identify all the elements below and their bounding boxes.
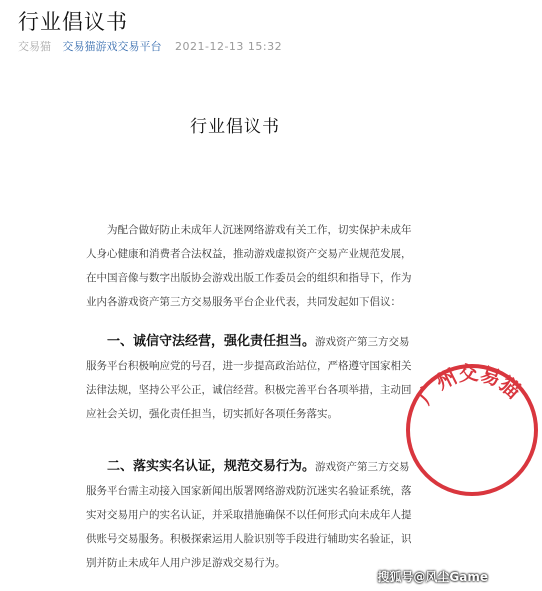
- section-2: [86, 455, 416, 575]
- section-1: [86, 330, 416, 426]
- account-link[interactable]: 交易猫游戏交易平台: [62, 40, 162, 53]
- author-name[interactable]: 交易猫: [18, 40, 51, 53]
- publish-date: 2021-12-13 15:32: [175, 40, 283, 53]
- source-watermark: 搜狐号@风尘Game: [377, 570, 488, 584]
- article-meta: [18, 38, 282, 54]
- intro-paragraph: [86, 218, 416, 314]
- seal-text: 广州交易猫: [412, 360, 526, 409]
- document-title: 行业倡议书: [190, 117, 280, 137]
- article-title: 行业倡议书: [18, 10, 128, 34]
- company-seal: [402, 360, 542, 500]
- section-2-heading: 二、落实实名认证，规范交易行为。: [107, 459, 316, 474]
- section-1-body: 游戏资产第三方交易服务平台积极响应党的号召，进一步提高政治站位，严格遵守国家相关法律法规，坚持公平公正，诚信经营。积极完善平台各项举措，主动回应社会关切，强化责任担当，切实抓好各项任务落实。: [86, 336, 412, 420]
- intro-text: 为配合做好防止未成年人沉迷网络游戏有关工作，切实保护未成年人身心健康和消费者合法权益，推动游戏虚拟资产交易产业规范发展，在中国音像与数字出版协会游戏出版工作委员会的组织和指导下，作为业内各游戏资产第三方交易服务平台企业代表，共同发起如下倡议：: [86, 224, 412, 308]
- section-1-heading: 一、诚信守法经营，强化责任担当。: [107, 334, 316, 349]
- section-2-body: 游戏资产第三方交易服务平台需主动接入国家新闻出版署网络游戏防沉迷实名验证系统，落实对交易用户的实名认证，并采取措施确保不以任何形式向未成年人提供账号交易服务。积极探索运用人脸识别等手段进行辅助实名验证，识别并防止未成年人用户涉足游戏交易行为。: [86, 461, 412, 569]
